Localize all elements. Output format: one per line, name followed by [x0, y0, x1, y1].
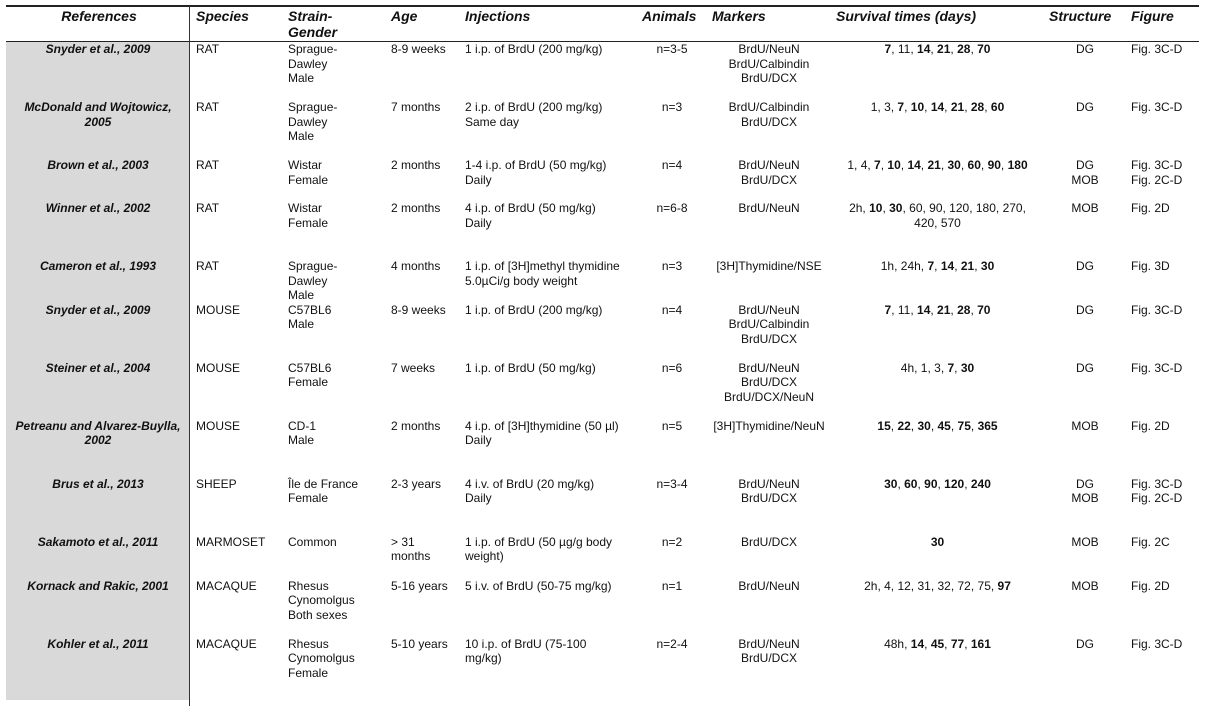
animals-cell: n=2-4: [656, 636, 688, 651]
cell-line: 1 i.p. of BrdU (50 mg/kg): [465, 360, 596, 375]
cell-line: Daily: [465, 491, 492, 505]
cell-line: 2-3 years: [391, 476, 442, 491]
animals-cell: n=4: [661, 158, 683, 172]
table-row: [6, 361, 1199, 419]
table-row: [6, 259, 1199, 303]
cell-line: [3H]Thymidine/NeuN: [713, 418, 825, 433]
species-cell: MACAQUE: [196, 636, 257, 651]
cell-line: MOB: [1071, 201, 1099, 215]
reference-cell: Brown et al., 2003: [47, 158, 149, 172]
cell-line: [3H]Thymidine/NSE: [716, 259, 822, 273]
markers-cell: [706, 201, 830, 259]
cell-line: BrdU/Calbindin: [728, 56, 810, 71]
cell-line: DG: [1076, 302, 1094, 317]
cell-line: BrdU/DCX: [740, 114, 797, 129]
markers-cell: [706, 361, 830, 419]
figure-cell: [1125, 100, 1199, 158]
header-survival-times: Survival times (days): [836, 8, 977, 24]
age-cell: [385, 201, 459, 259]
cell-line: Male: [288, 129, 315, 143]
strain-gender-cell: [282, 303, 385, 361]
cell-line: CD-1: [288, 418, 317, 433]
cell-line: BrdU/NeuN: [738, 201, 800, 215]
age-cell: [385, 579, 459, 637]
cell-line: BrdU/NeuN: [738, 42, 800, 56]
reference-cell: Snyder et al., 2009: [45, 42, 151, 56]
species-cell: MOUSE: [196, 418, 241, 433]
cell-line: 2 months: [391, 418, 441, 433]
injections-cell: [459, 477, 636, 535]
cell-line: DG: [1076, 360, 1094, 375]
cell-line: Rhesus: [288, 636, 329, 651]
strain-gender-cell: [282, 535, 385, 579]
cell-line: Dawley: [288, 114, 328, 129]
cell-line: MOB: [1071, 418, 1099, 433]
cell-line: Female: [288, 665, 329, 680]
injections-cell: [459, 158, 636, 201]
cell-line: Female: [288, 215, 329, 230]
animals-cell: n=3: [661, 100, 683, 114]
cell-line: BrdU/DCX: [740, 331, 797, 346]
species-cell: RAT: [196, 100, 220, 114]
cell-line: 7 months: [391, 100, 441, 114]
survival-times-cell: 7, 11, 14, 21, 28, 70: [884, 42, 991, 56]
reference-cell: Kornack and Rakic, 2001: [27, 578, 169, 593]
age-cell: [385, 477, 459, 535]
cell-line: Daily: [465, 172, 492, 187]
cell-line: BrdU/NeuN: [738, 360, 800, 375]
animals-cell: n=5: [661, 418, 683, 433]
strain-gender-cell: [282, 158, 385, 201]
cell-line: mg/kg): [465, 651, 502, 665]
survival-times-cell: 1h, 24h, 7, 14, 21, 30: [880, 259, 995, 273]
species-cell: SHEEP: [196, 476, 237, 491]
cell-line: DG: [1076, 476, 1094, 491]
cell-line: DG: [1076, 100, 1094, 114]
cell-line: Île de France: [288, 476, 359, 491]
cell-line: Sprague-: [288, 100, 338, 114]
cell-line: Daily: [465, 433, 492, 447]
structure-cell: [1043, 158, 1125, 201]
cell-line: 5-16 years: [391, 578, 448, 593]
structure-cell: [1043, 100, 1125, 158]
cell-line: BrdU/DCX: [740, 491, 797, 505]
markers-cell: [706, 259, 830, 303]
figure-cell: [1125, 361, 1199, 419]
animals-cell: n=4: [661, 302, 683, 317]
cell-line: MOB: [1071, 491, 1099, 505]
species-cell: RAT: [196, 158, 220, 172]
species-cell: RAT: [196, 201, 220, 215]
cell-line: 10 i.p. of BrdU (75-100: [465, 636, 587, 651]
survival-times-cell: 4h, 1, 3, 7, 30: [900, 360, 975, 375]
table-row: [6, 579, 1199, 637]
figure-cell: [1125, 201, 1199, 259]
cell-line: BrdU/Calbindin: [728, 317, 810, 331]
survival-times-cell: 30: [930, 534, 945, 549]
cell-line: Common: [288, 534, 337, 549]
cell-line: 4 i.p. of BrdU (50 mg/kg): [465, 201, 596, 215]
survival-times-cell: 7, 11, 14, 21, 28, 70: [884, 302, 991, 317]
injections-cell: [459, 201, 636, 259]
figure-cell: [1125, 303, 1199, 361]
markers-cell: [706, 100, 830, 158]
cell-line: Both sexes: [288, 607, 348, 622]
header-species: Species: [196, 8, 249, 24]
animals-cell: n=3-5: [656, 42, 688, 56]
cell-line: MOB: [1071, 534, 1099, 549]
markers-cell: [706, 579, 830, 637]
cell-line: Daily: [465, 215, 492, 230]
markers-cell: [706, 637, 830, 695]
age-cell: [385, 637, 459, 695]
cell-line: 2 months: [391, 158, 441, 172]
cell-line: BrdU/DCX: [740, 71, 797, 85]
cell-line: 8-9 weeks: [391, 42, 446, 56]
survival-times-cell: 2h, 10, 30, 60, 90, 120, 180, 270, 420, 570: [849, 201, 1026, 230]
structure-cell: [1043, 579, 1125, 637]
survival-data-table: [6, 6, 1199, 695]
reference-cell: Brus et al., 2013: [52, 476, 144, 491]
strain-gender-cell: [282, 361, 385, 419]
structure-cell: [1043, 477, 1125, 535]
cell-line: Fig. 3C-D: [1131, 158, 1183, 172]
markers-cell: [706, 477, 830, 535]
cell-line: Fig. 3C-D: [1131, 360, 1183, 375]
cell-line: DG: [1076, 42, 1094, 56]
strain-gender-cell: [282, 259, 385, 303]
survival-times-cell: 1, 3, 7, 10, 14, 21, 28, 60: [870, 100, 1005, 114]
structure-cell: [1043, 259, 1125, 303]
cell-line: DG: [1076, 636, 1094, 651]
markers-cell: [706, 158, 830, 201]
species-cell: RAT: [196, 259, 220, 273]
strain-gender-cell: [282, 637, 385, 695]
cell-line: 1 i.p. of [3H]methyl thymidine: [465, 259, 620, 273]
injections-cell: [459, 419, 636, 477]
header-references: References: [61, 8, 137, 24]
cell-line: Fig. 2C-D: [1131, 491, 1183, 505]
cell-line: Fig. 2D: [1131, 578, 1170, 593]
figure-cell: [1125, 419, 1199, 477]
figure-cell: [1125, 42, 1199, 100]
cell-line: Female: [288, 491, 329, 505]
cell-line: 4 i.v. of BrdU (20 mg/kg): [465, 476, 595, 491]
header-age: Age: [391, 8, 418, 24]
strain-gender-cell: [282, 42, 385, 100]
cell-line: 1-4 i.p. of BrdU (50 mg/kg): [465, 158, 607, 172]
structure-cell: [1043, 419, 1125, 477]
cell-line: 4 months: [391, 259, 441, 273]
survival-times-cell: 2h, 4, 12, 31, 32, 72, 75, 97: [864, 578, 1011, 593]
cell-line: Fig. 3D: [1131, 259, 1170, 273]
table-row: [6, 637, 1199, 695]
header-row: [6, 6, 1199, 42]
injections-cell: [459, 535, 636, 579]
reference-cell: Petreanu and Alvarez-Buylla, 2002: [15, 418, 181, 447]
cell-line: BrdU/NeuN: [738, 636, 800, 651]
cell-line: 8-9 weeks: [391, 302, 446, 317]
header-strain-gender: Strain- Gender: [288, 8, 338, 40]
cell-line: C57BL6: [288, 302, 332, 317]
cell-line: Female: [288, 375, 329, 389]
structure-cell: [1043, 637, 1125, 695]
header-markers: Markers: [712, 8, 766, 24]
cell-line: BrdU/NeuN: [738, 578, 800, 593]
strain-gender-cell: [282, 579, 385, 637]
header-figure: Figure: [1131, 8, 1174, 24]
cell-line: Sprague-: [288, 259, 338, 273]
cell-line: 4 i.p. of [3H]thymidine (50 µl): [465, 418, 619, 433]
reference-cell: Snyder et al., 2009: [45, 302, 151, 317]
age-cell: [385, 361, 459, 419]
survival-times-cell: 48h, 14, 45, 77, 161: [884, 636, 991, 651]
cell-line: MOB: [1071, 172, 1099, 187]
cell-line: 7 weeks: [391, 360, 436, 375]
figure-cell: [1125, 259, 1199, 303]
cell-line: 5-10 years: [391, 636, 448, 651]
markers-cell: [706, 303, 830, 361]
header-structure: Structure: [1049, 8, 1112, 24]
cell-line: Same day: [465, 114, 520, 129]
table-row: [6, 303, 1199, 361]
cell-line: > 31: [391, 534, 415, 549]
age-cell: [385, 419, 459, 477]
injections-cell: [459, 303, 636, 361]
animals-cell: n=2: [661, 534, 683, 549]
table-row: [6, 419, 1199, 477]
animals-cell: n=6-8: [656, 201, 688, 215]
cell-line: Rhesus: [288, 578, 329, 593]
cell-line: Sprague-: [288, 42, 338, 56]
age-cell: [385, 100, 459, 158]
cell-line: 1 i.p. of BrdU (200 mg/kg): [465, 42, 603, 56]
cell-line: Dawley: [288, 273, 328, 288]
cell-line: Male: [288, 433, 315, 447]
injections-cell: [459, 361, 636, 419]
cell-line: Wistar: [288, 201, 322, 215]
structure-cell: [1043, 361, 1125, 419]
cell-line: Fig. 3C-D: [1131, 476, 1183, 491]
markers-cell: [706, 419, 830, 477]
structure-cell: [1043, 535, 1125, 579]
cell-line: Female: [288, 172, 329, 187]
table-row: [6, 42, 1199, 100]
figure-cell: [1125, 637, 1199, 695]
cell-line: BrdU/DCX/NeuN: [723, 389, 815, 404]
survival-times-cell: 1, 4, 7, 10, 14, 21, 30, 60, 90, 180: [847, 158, 1028, 172]
table-row: [6, 477, 1199, 535]
cell-line: Fig. 2C: [1131, 534, 1170, 549]
structure-cell: [1043, 42, 1125, 100]
injections-cell: [459, 579, 636, 637]
cell-line: Fig. 3C-D: [1131, 42, 1183, 56]
cell-line: BrdU/DCX: [740, 172, 797, 187]
structure-cell: [1043, 201, 1125, 259]
species-cell: MOUSE: [196, 360, 241, 375]
cell-line: Cynomolgus: [288, 593, 355, 607]
survival-times-cell: 30, 60, 90, 120, 240: [884, 476, 991, 491]
markers-cell: [706, 42, 830, 100]
reference-cell: Steiner et al., 2004: [45, 360, 151, 375]
cell-line: BrdU/Calbindin: [728, 100, 810, 114]
cell-line: Male: [288, 71, 315, 85]
cell-line: 5 i.v. of BrdU (50-75 mg/kg): [465, 578, 612, 593]
cell-line: Fig. 3C-D: [1131, 100, 1183, 114]
reference-cell: McDonald and Wojtowicz, 2005: [24, 100, 172, 129]
injections-cell: [459, 100, 636, 158]
strain-gender-cell: [282, 100, 385, 158]
animals-cell: n=3: [661, 259, 683, 273]
reference-cell: Kohler et al., 2011: [47, 636, 149, 651]
age-cell: [385, 535, 459, 579]
strain-gender-cell: [282, 419, 385, 477]
figure-cell: [1125, 535, 1199, 579]
age-cell: [385, 259, 459, 303]
injections-cell: [459, 42, 636, 100]
animals-cell: n=1: [661, 578, 683, 593]
age-cell: [385, 158, 459, 201]
cell-line: BrdU/NeuN: [738, 476, 800, 491]
header-injections: Injections: [465, 8, 531, 24]
cell-line: 1 i.p. of BrdU (200 mg/kg): [465, 302, 603, 317]
cell-line: 1 i.p. of BrdU (50 µg/g body: [465, 534, 612, 549]
cell-line: Dawley: [288, 56, 328, 71]
cell-line: 2 months: [391, 201, 441, 215]
table-row: [6, 535, 1199, 579]
cell-line: Male: [288, 317, 315, 331]
cell-line: Fig. 3C-D: [1131, 636, 1183, 651]
cell-line: Male: [288, 288, 315, 302]
strain-gender-cell: [282, 201, 385, 259]
table-row: [6, 158, 1199, 201]
reference-cell: Winner et al., 2002: [45, 201, 151, 215]
injections-cell: [459, 259, 636, 303]
cell-line: BrdU/DCX: [740, 534, 797, 549]
figure-cell: [1125, 158, 1199, 201]
species-cell: RAT: [196, 42, 220, 56]
cell-line: BrdU/DCX: [740, 375, 797, 389]
reference-cell: Sakamoto et al., 2011: [37, 534, 159, 549]
cell-line: Fig. 3C-D: [1131, 302, 1183, 317]
header-animals: Animals: [642, 8, 697, 24]
cell-line: MOB: [1071, 578, 1099, 593]
species-cell: MARMOSET: [196, 534, 266, 549]
figure-cell: [1125, 477, 1199, 535]
cell-line: 2 i.p. of BrdU (200 mg/kg): [465, 100, 603, 114]
age-cell: [385, 42, 459, 100]
injections-cell: [459, 637, 636, 695]
table-row: [6, 100, 1199, 158]
age-cell: [385, 303, 459, 361]
cell-line: Fig. 2C-D: [1131, 172, 1183, 187]
structure-cell: [1043, 303, 1125, 361]
cell-line: DG: [1076, 259, 1094, 273]
table-row: [6, 201, 1199, 259]
cell-line: Fig. 2D: [1131, 201, 1170, 215]
cell-line: months: [391, 549, 431, 563]
species-cell: MACAQUE: [196, 578, 257, 593]
reference-cell: Cameron et al., 1993: [39, 259, 157, 273]
animals-cell: n=3-4: [656, 476, 688, 491]
species-cell: MOUSE: [196, 302, 241, 317]
cell-line: weight): [465, 549, 504, 563]
cell-line: BrdU/NeuN: [738, 158, 800, 172]
cell-line: BrdU/NeuN: [738, 302, 800, 317]
cell-line: Fig. 2D: [1131, 418, 1170, 433]
cell-line: Cynomolgus: [288, 651, 355, 665]
cell-line: DG: [1076, 158, 1094, 172]
survival-times-cell: 15, 22, 30, 45, 75, 365: [877, 418, 998, 433]
markers-cell: [706, 535, 830, 579]
figure-cell: [1125, 579, 1199, 637]
strain-gender-cell: [282, 477, 385, 535]
cell-line: BrdU/DCX: [740, 651, 797, 665]
animals-cell: n=6: [661, 360, 683, 375]
cell-line: 5.0µCi/g body weight: [465, 273, 578, 288]
cell-line: Wistar: [288, 158, 322, 172]
cell-line: C57BL6: [288, 360, 332, 375]
